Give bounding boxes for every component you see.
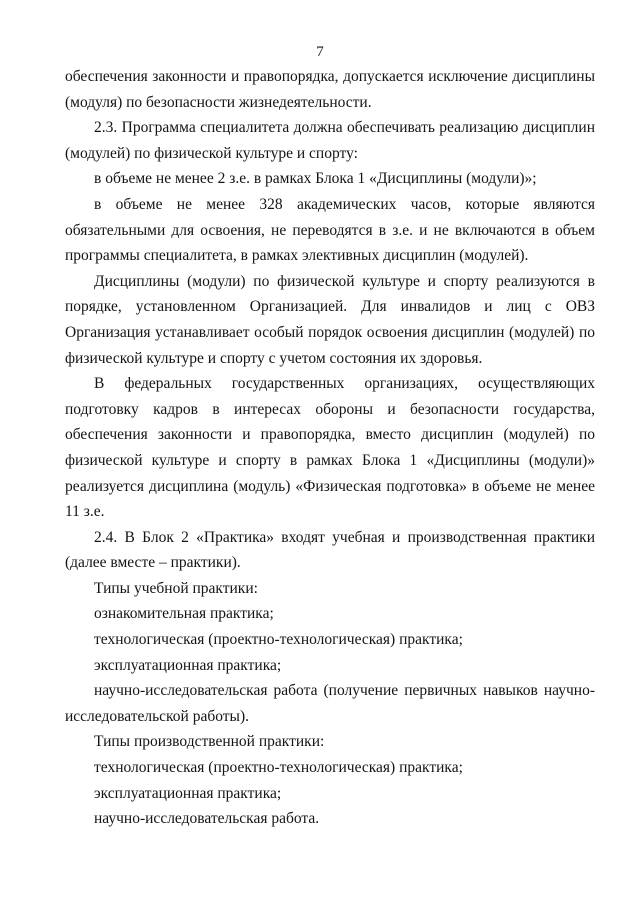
list-item: ознакомительная практика;	[94, 605, 274, 623]
list-item: технологическая (проектно-технологическая) практика;	[94, 759, 463, 777]
list-item: технологическая (проектно-технологическая) практика;	[94, 631, 463, 649]
paragraph-volume-ze: в объеме не менее 2 з.е. в рамках Блока 1 «Дисциплины (модули)»;	[94, 170, 537, 188]
list-item: эксплуатационная практика;	[94, 656, 282, 674]
page-number: 7	[316, 44, 324, 60]
list-item: эксплуатационная практика;	[94, 784, 282, 802]
list-heading-study-practice: Типы учебной практики:	[94, 579, 258, 597]
list-item: научно-исследовательская работа.	[94, 810, 320, 828]
paragraph-volume-hours: в объеме не менее 328 академических часов, которые являются обязательными для освоения, не переводятся в з.е. и не включаются в объем программы специалитета, в рамках элективных дисциплин (модулей).	[65, 195, 595, 265]
document-body	[65, 64, 595, 832]
list-heading-prod-practice: Типы производственной практики:	[94, 733, 325, 751]
paragraph-2-4: 2.4. В Блок 2 «Практика» входят учебная и производственная практики (далее вместе – практики).	[65, 528, 595, 572]
paragraph-2-3: 2.3. Программа специалитета должна обеспечивать реализацию дисциплин (модулей) по физической культуре и спорту:	[65, 119, 595, 162]
paragraph-pe-order: Дисциплины (модули) по физической культуре и спорту реализуются в порядке, установленном Организацией. Для инвалидов и лиц с ОВЗ Организация устанавливает особый порядок освоения дисциплин (модулей) по физической культуре и спорту с учетом состояния их здоровья.	[65, 272, 595, 367]
list-item: научно-исследовательская работа (получение первичных навыков научно-исследовательской работы).	[65, 682, 595, 725]
paragraph-federal-orgs: В федеральных государственных организациях, осуществляющих подготовку кадров в интересах обороны и безопасности государства, обеспечения законности и правопорядка, вместо дисциплин (модулей) по физической культуре и спорту в рамках Блока 1 «Дисциплины (модули)» реализуется дисциплина (модуль) «Физическая подготовка» в объеме не менее 11 з.е.	[65, 375, 595, 521]
paragraph-continuation: обеспечения законности и правопорядка, допускается исключение дисциплины (модуля) по безопасности жизнедеятельности.	[65, 68, 595, 111]
